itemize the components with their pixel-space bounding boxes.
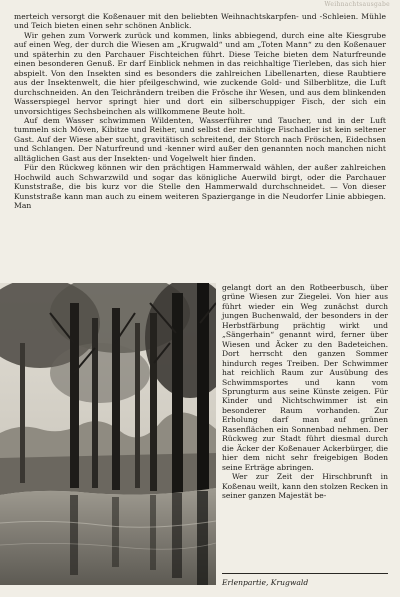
paragraph: Auf dem Wasser schwimmen Wildenten, Wasserführer und Taucher, und in der Luft tummeln sich Möven, Kibitze und Reiher, und selbst der mächtige Fischadler ist kein seltener Gast. Auf der Wiese aber sucht, gravitätisch schreitend, der Storch nach Fröschen, Eidechsen und Schlangen. Der Naturfreund und -kenner wird außer den genannten noch manchen nicht alltäglichen Gast aus der Insekten- und Vogelwelt hier finden.: [14, 115, 386, 163]
running-head: [0, 1, 400, 10]
paragraph: gelangt dort an den Rotbeerbusch, über grüne Wiesen zur Ziegelei. Von hier aus führt wieder ein Weg zunächst durch jungen Buchenwald, der besonders in der Herbstfärbung prächtig wirkt und „Sängerhain“ genannt wird, ferner über Wiesen und Äcker zu den Badeteichen. Dort herrscht den ganzen Sommer hindurch reges Treiben. Der Schwimmer hat reichlich Raum zur Ausübung des Schwimmsportes und kann vom Sprungturm aus seine Künste zeigen. Für Kinder und Nichtschwimmer ist ein besonderer Raum vorhanden. Zur Erholung darf man auf grünen Rasenflächen ein Sonnenbad nehmen. Der Rückweg zur Stadt führt diesmal durch die Äcker der Koßenauer Ackerbürger, die hier dem nicht sehr freigebigen Boden seine Erträge abringen.: [222, 283, 388, 472]
article-body-full-width: [14, 12, 386, 211]
paragraph: merteich versorgt die Koßenauer mit den beliebten Weihnachtskarpfen- und -Schleien. Mühle und Teich bieten einen sehr schönen Anblick.: [14, 12, 386, 31]
paragraph: Wir gehen zum Vorwerk zurück und kommen, links abbiegend, durch eine alte Kiesgrube auf einen Weg, der durch die Wiesen am „Krugwald“ und am „Toten Mann“ zu den Koßenauer und späterhin zu den Parchauer Fischteichen führt. Diese Teiche bieten dem Naturfreunde einen besonderen Genuß. Er darf Einblick nehmen in das reichhaltige Tierleben, das sich hier abspielt. Von den Insekten sind es besonders die zahlreichen Libellenarten, diese Raubtiere aus der Insektenwelt, die hier pfeilgeschwind, wie zuckende Gold- und Silberblitze, die Luft durchschneiden. An den Teichrändern treiben die Frösche ihr Wesen, und aus dem blinkenden Wasserspiegel hervor springt hier und dort ein silberschuppiger Fisch, der sich ein unvorsichtiges Sechsbeinchen als willkommene Beute holt.: [14, 30, 386, 116]
paragraph: Für den Rückweg können wir den prächtigen Hammerwald wählen, der außer zahlreichen Hochwild auch Schwarzwild und sogar das königliche Auerwild birgt, oder die Parchauer Kunststraße, die bis kurz vor die Stelle den Hammerwald durchschneidet. — Von dieser Kunststraße kann man auch zu einem weiteren Spaziergange in die Neudorfer Linie abbiegen. Man: [14, 163, 386, 211]
paragraph: Wer zur Zeit der Hirschbrunft in Koßenau weilt, kann den stolzen Recken in seiner ganzen Majestät be-: [222, 472, 388, 500]
article-body-right-column: [222, 283, 388, 500]
photo-alder-grove: [0, 283, 216, 585]
photo-illustration: [0, 283, 216, 585]
running-head-fragment: Weihnachtsausgabe: [324, 1, 390, 8]
photo-caption: Erlenpartie, Krugwald: [222, 578, 309, 587]
caption-divider: [222, 573, 388, 574]
